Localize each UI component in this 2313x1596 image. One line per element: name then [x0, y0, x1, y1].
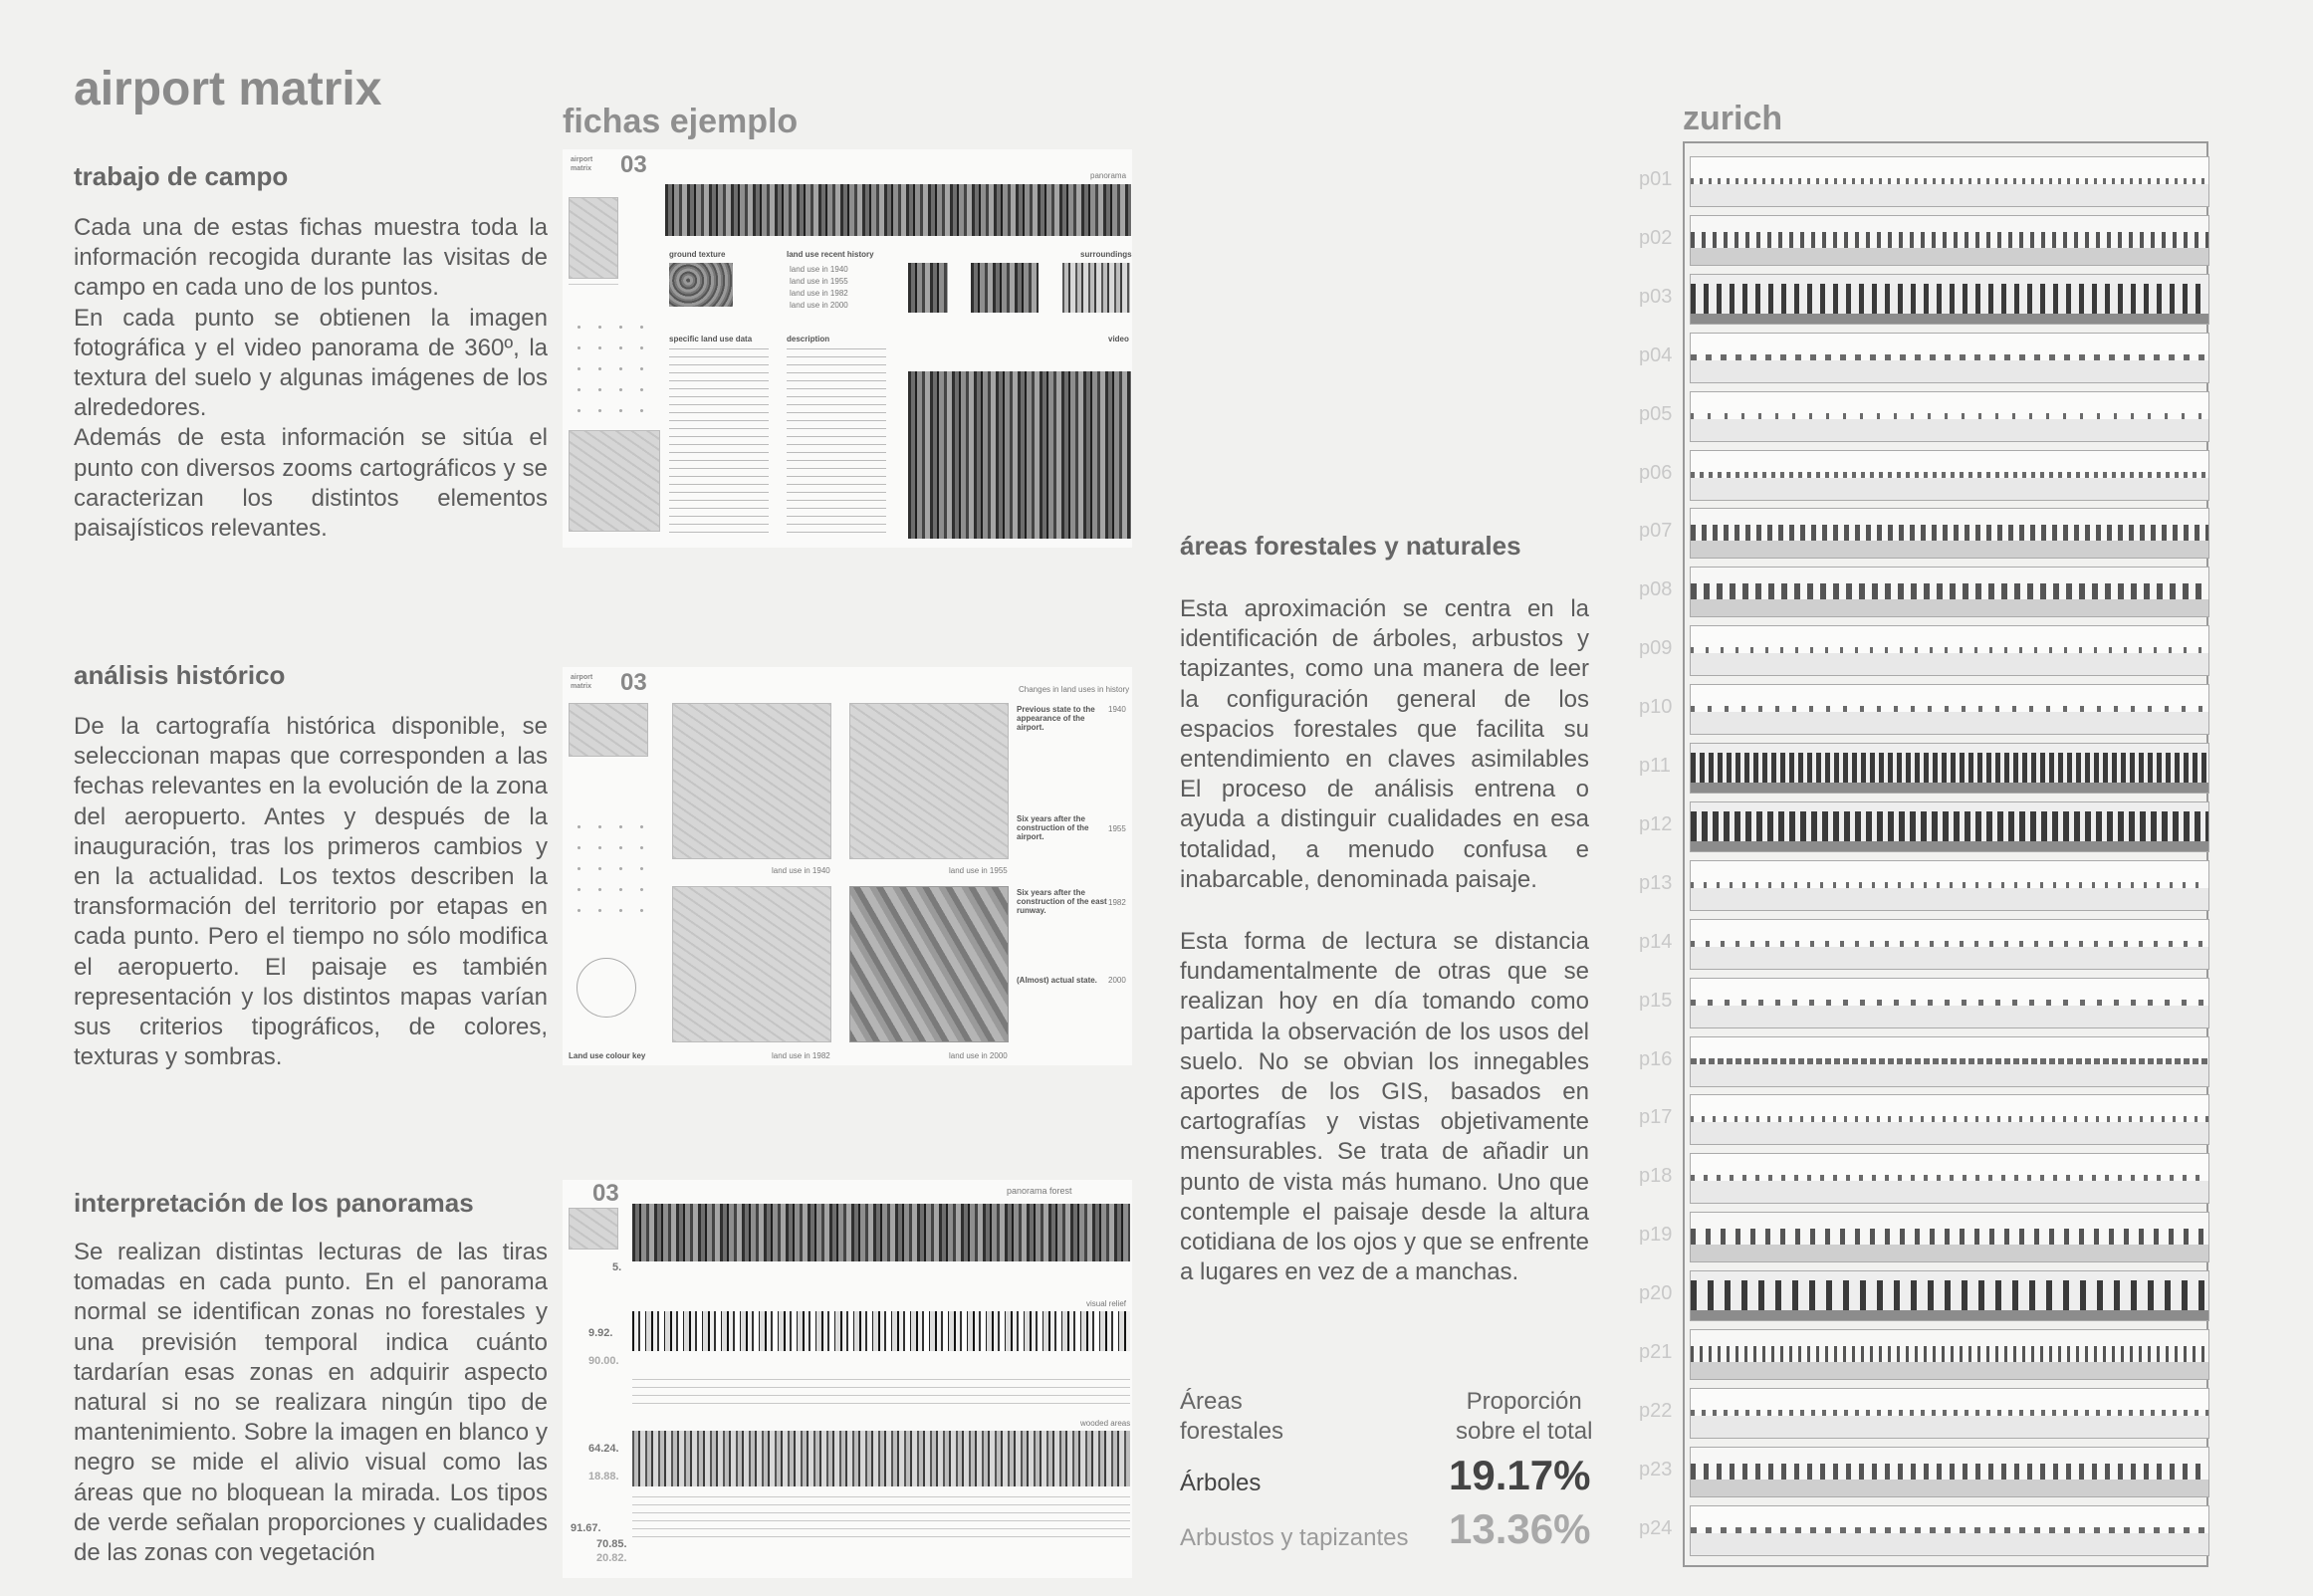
map-label-1982: land use in 1982 — [772, 1051, 830, 1060]
ground-band — [1691, 783, 2208, 793]
location-map-zoom — [569, 703, 648, 757]
map-1982 — [672, 886, 831, 1042]
wooded-description-text — [632, 1496, 1130, 1544]
ground-band — [1691, 1416, 2208, 1438]
value-3: 90.00. — [588, 1355, 619, 1367]
compass-diagram — [577, 958, 636, 1018]
panorama-strip — [1690, 1094, 2209, 1145]
strip-label: p04 — [1639, 344, 1673, 366]
viewpoint-grid — [569, 816, 658, 924]
year-1955: land use in 1955 — [790, 277, 848, 286]
tree-band — [1691, 753, 2208, 783]
strip-label: p08 — [1639, 578, 1673, 600]
panorama-strip — [1690, 1153, 2209, 1204]
tree-band — [1691, 232, 2208, 248]
description-label: description — [787, 335, 830, 343]
wooded-areas-strip — [632, 1431, 1130, 1486]
panorama-strip — [1690, 1036, 2209, 1087]
ground-band — [1691, 248, 2208, 265]
ground-band — [1691, 1064, 2208, 1086]
strip-label: p18 — [1639, 1165, 1673, 1187]
panorama-strip — [1690, 1505, 2209, 1556]
wooded-areas-label: wooded areas — [1080, 1419, 1131, 1428]
ground-band — [1691, 841, 2208, 851]
panorama-strip — [1690, 1329, 2209, 1380]
strip-label: p11 — [1639, 755, 1671, 777]
section-body-analisis-historico: De la cartografía histórica disponible, se seleccionan mapas que corresponden a las fechas relevantes en la evolución de la zona del aeropuerto. Antes y después de la inauguración, tras los primeros cambios y en la actualidad. Los textos describen la transformación del territorio por etapas en cada punto. Pero el tiempo no sólo modifica el aeropuerto. El paisaje es también representación y los distintos mapas varían sus criterios tipográficos, de colores, texturas y sombras. — [74, 713, 548, 1071]
location-map-zoom — [569, 197, 618, 279]
stat-arboles-label: Árboles — [1180, 1470, 1262, 1496]
ground-band — [1691, 947, 2208, 969]
coordinates-block — [569, 284, 618, 309]
map-label-2000: land use in 2000 — [949, 1051, 1008, 1060]
panorama-label: panorama — [1090, 171, 1127, 180]
stat-arbustos-value: 13.36% — [1449, 1505, 1591, 1552]
map-1940 — [672, 703, 831, 859]
panorama-strip — [1690, 1447, 2209, 1497]
panorama-strip — [1690, 274, 2209, 325]
panorama-strip — [1690, 156, 2209, 207]
video-label: video — [1108, 335, 1129, 343]
ficha-card-history — [563, 667, 1132, 1065]
ground-band — [1691, 888, 2208, 910]
card-brand-line1: airport — [571, 674, 593, 681]
stats-col2-header: Proporción sobre el total — [1456, 1388, 1593, 1445]
panorama-strip — [1690, 567, 2209, 617]
year-2000: land use in 2000 — [790, 301, 848, 310]
tree-band — [1691, 284, 2208, 314]
value-1: 5. — [612, 1261, 622, 1273]
year-1982: land use in 1982 — [790, 289, 848, 298]
history-text-2-year: 1955 — [1108, 824, 1126, 833]
card-brand-line2: matrix — [571, 683, 592, 690]
ground-band — [1691, 541, 2208, 558]
tree-band — [1691, 583, 2208, 599]
viewpoint-grid — [569, 317, 658, 424]
map-label-1940: land use in 1940 — [772, 866, 830, 875]
tree-band — [1691, 1464, 2208, 1480]
strip-label: p05 — [1639, 403, 1673, 425]
panorama-strip — [1690, 333, 2209, 383]
stat-arbustos-label: Arbustos y tapizantes — [1180, 1524, 1409, 1551]
history-text-4-year: 2000 — [1108, 976, 1126, 985]
ground-band — [1691, 184, 2208, 206]
panorama-strip — [1690, 919, 2209, 970]
card-number: 03 — [592, 1180, 619, 1207]
relief-description-text — [632, 1379, 1130, 1409]
specific-land-use-label: specific land use data — [669, 335, 753, 343]
value-4: 64.24. — [588, 1443, 619, 1455]
ground-band — [1691, 1245, 2208, 1261]
strip-label: p13 — [1639, 872, 1673, 894]
card-number: 03 — [620, 151, 647, 178]
location-map-zoom — [569, 1208, 618, 1250]
ground-band — [1691, 1006, 2208, 1027]
panorama-strip — [1690, 215, 2209, 266]
strip-label: p15 — [1639, 990, 1673, 1012]
value-8: 20.82. — [596, 1552, 627, 1564]
ground-band — [1691, 1122, 2208, 1144]
strip-label: p01 — [1639, 168, 1673, 190]
card-brand-line1: airport — [571, 156, 593, 163]
stat-arboles-value: 19.17% — [1449, 1452, 1591, 1498]
ficha-card-panorama — [563, 1180, 1132, 1578]
description-text — [787, 348, 886, 533]
ground-band — [1691, 1362, 2208, 1379]
fichas-ejemplo-title: fichas ejemplo — [563, 103, 799, 140]
section-title-interpretacion: interpretación de los panoramas — [74, 1188, 474, 1218]
section-title-trabajo-de-campo: trabajo de campo — [74, 161, 289, 191]
visual-relief-label: visual relief — [1086, 1299, 1127, 1308]
map-1955 — [849, 703, 1009, 859]
history-text-3-year: 1982 — [1108, 898, 1126, 907]
section-body-trabajo-de-campo: Cada una de estas fichas muestra toda la información recogida durante las visitas de campo en cada uno de los puntos. En cada punto se obtienen la imagen fotográfica y el video panorama de 360º, la textura del suelo y algunas imágenes de los alrededores. Además de esta información se sitúa el punto con diversos zooms cartográficos y se caracterizan los distintos elementos paisajísticos relevantes. — [74, 214, 548, 543]
panorama-strip — [1690, 801, 2209, 852]
history-text-1-head: Previous state to the appearance of the airport. — [1017, 705, 1095, 732]
history-text-4-head: (Almost) actual state. — [1017, 976, 1097, 985]
tree-band — [1691, 1280, 2208, 1310]
strip-label: p02 — [1639, 227, 1673, 249]
panorama-strip — [1690, 684, 2209, 735]
map-label-1955: land use in 1955 — [949, 866, 1008, 875]
panorama-strip — [1690, 978, 2209, 1028]
panorama-strip — [1690, 508, 2209, 559]
value-2: 9.92. — [588, 1327, 613, 1339]
panorama-strip — [1690, 391, 2209, 442]
ground-band — [1691, 360, 2208, 382]
surroundings-photo-2 — [971, 263, 1039, 313]
section-title-analisis-historico: análisis histórico — [74, 660, 286, 690]
card-number: 03 — [620, 669, 647, 696]
strip-label: p06 — [1639, 462, 1673, 484]
ground-band — [1691, 712, 2208, 734]
panorama-strip — [1690, 625, 2209, 676]
areas-forestales-para1: Esta aproximación se centra en la identificación de árboles, arbustos y tapizantes, como una manera de leer la configuración general de los espacios forestales que facilita su entendimiento en claves asimilables El proceso de análisis entrena o ayuda a distinguir cualidades en esa totalidad, a menudo confusa e inabarcable, denominada paisaje. — [1180, 595, 1589, 893]
panorama-strip — [1690, 743, 2209, 794]
video-still — [908, 371, 1131, 539]
card-brand-line2: matrix — [571, 165, 592, 172]
land-use-colour-key: Land use colour key — [569, 1051, 646, 1060]
ground-band — [1691, 478, 2208, 500]
surroundings-label: surroundings — [1080, 250, 1132, 259]
location-map-large — [569, 430, 660, 532]
strip-label: p24 — [1639, 1517, 1673, 1539]
tree-band — [1691, 1346, 2208, 1362]
specific-land-use-text — [669, 348, 769, 533]
strip-label: p23 — [1639, 1459, 1673, 1481]
panorama-photo — [665, 184, 1131, 236]
strip-label: p09 — [1639, 637, 1673, 659]
land-use-history-label: land use recent history — [787, 250, 874, 259]
ground-band — [1691, 1480, 2208, 1496]
value-7: 70.85. — [596, 1538, 627, 1550]
stats-col1-header: Áreas forestales — [1180, 1388, 1284, 1445]
strip-label: p07 — [1639, 520, 1673, 542]
history-text-3-head: Six years after the construction of the east runway. — [1017, 888, 1107, 915]
changes-label: Changes in land uses in history — [1019, 685, 1130, 694]
map-2000 — [849, 886, 1009, 1042]
page-title: airport matrix — [74, 63, 382, 115]
strip-label: p19 — [1639, 1224, 1673, 1246]
strip-label: p10 — [1639, 696, 1673, 718]
ground-texture-photo — [669, 263, 733, 307]
strip-label: p12 — [1639, 813, 1673, 835]
surroundings-photo-1 — [908, 263, 948, 313]
year-1940: land use in 1940 — [790, 265, 848, 274]
section-body-interpretacion: Se realizan distintas lecturas de las tiras tomadas en cada punto. En el panorama normal se identifican zonas no forestales y una previsión temporal indica cuánto tardarían esas zonas en adquirir aspecto natural si no se realizara ningún tipo de mantenimiento. Sobre la imagen en blanco y negro se mide el alivio visual como las áreas que no bloquean la mirada. Los tipos de verde señalan proporciones y cualidades de las zonas con vegetación — [74, 1239, 548, 1567]
strip-label: p16 — [1639, 1048, 1673, 1070]
value-6: 91.67. — [571, 1522, 601, 1534]
panorama-strip — [1690, 1388, 2209, 1439]
strip-label: p21 — [1639, 1341, 1673, 1363]
panorama-strip — [1690, 1270, 2209, 1321]
zurich-title: zurich — [1683, 100, 1783, 137]
ground-band — [1691, 1181, 2208, 1203]
tree-band — [1691, 525, 2208, 541]
history-text-2-head: Six years after the construction of the airport. — [1017, 814, 1089, 841]
strip-label: p20 — [1639, 1282, 1673, 1304]
ground-texture-label: ground texture — [669, 250, 726, 259]
areas-forestales-para2: Esta forma de lectura se distancia fundamentalmente de otras que se realizan hoy en día tomando como partida la observación de los usos del suelo. No se obvian los innegables aportes de los GIS, basados en cartografías y vistas objetivamente mensurables. Se trata de añadir un punto de vista más humano. Uno que contemple el paisaje desde la altura cotidiana de los ojos y que se enfrente a lugares en vez de a manchas. — [1180, 928, 1589, 1286]
value-5: 18.88. — [588, 1471, 619, 1482]
areas-forestales-heading: áreas forestales y naturales — [1180, 531, 1521, 561]
panorama-strip — [1690, 450, 2209, 501]
ground-band — [1691, 1310, 2208, 1320]
panorama-forest-label: panorama forest — [1007, 1186, 1072, 1196]
ground-band — [1691, 1533, 2208, 1555]
history-text-1-year: 1940 — [1108, 705, 1126, 714]
ficha-card-field-work — [563, 149, 1132, 548]
strip-label: p22 — [1639, 1400, 1673, 1422]
strip-label: p03 — [1639, 286, 1673, 308]
ground-band — [1691, 419, 2208, 441]
bw-visual-relief-strip — [632, 1311, 1130, 1351]
tree-band — [1691, 811, 2208, 841]
ground-band — [1691, 314, 2208, 324]
surroundings-photo-3 — [1062, 263, 1130, 313]
tree-band — [1691, 1229, 2208, 1245]
strip-label: p14 — [1639, 931, 1673, 953]
panorama-strip — [1690, 860, 2209, 911]
panorama-photo — [632, 1204, 1130, 1261]
ground-band — [1691, 653, 2208, 675]
strip-label: p17 — [1639, 1106, 1673, 1128]
panorama-strip — [1690, 1212, 2209, 1262]
ground-band — [1691, 599, 2208, 616]
